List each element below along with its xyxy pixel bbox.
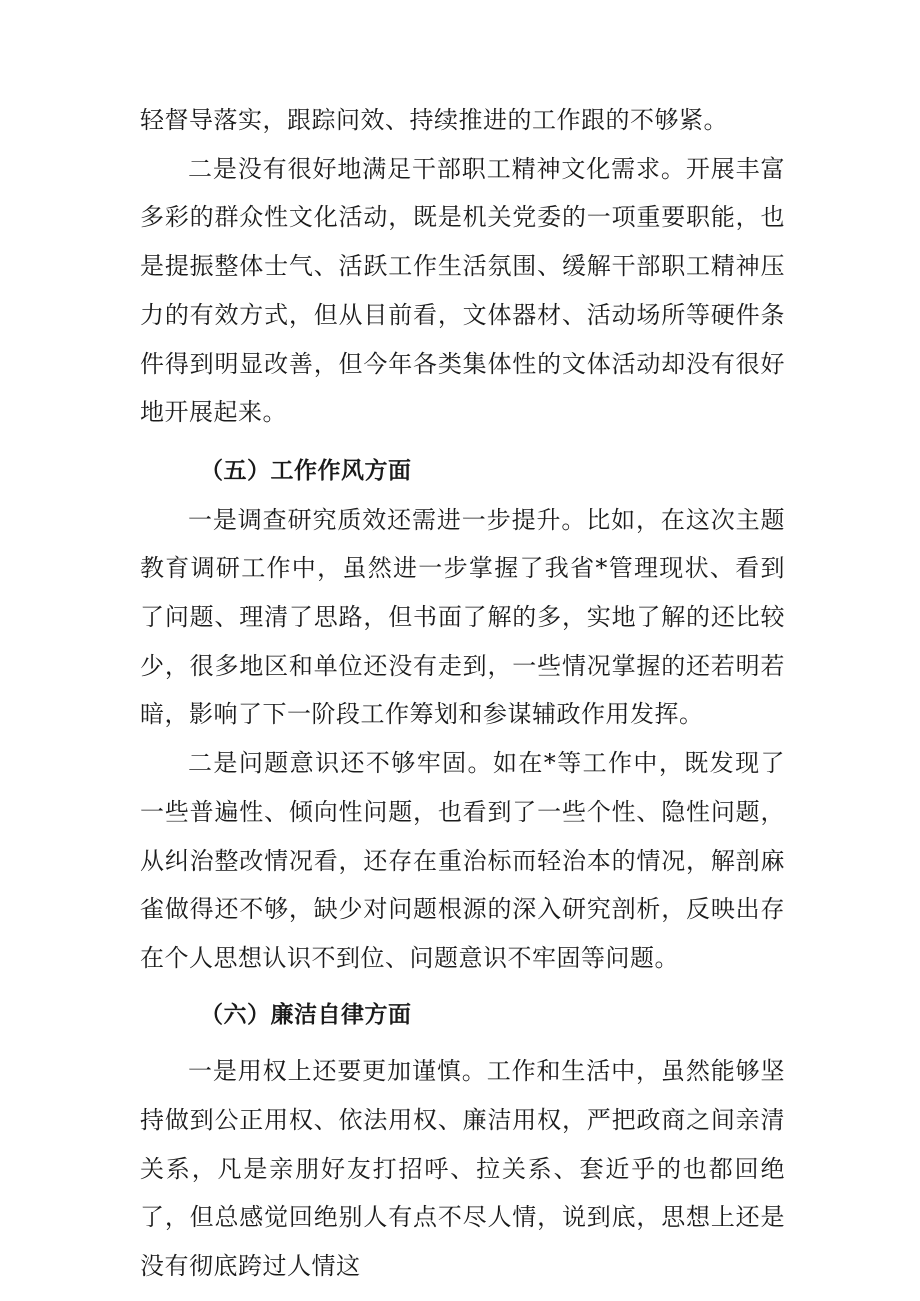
section-heading-work-style: （五）工作作风方面 (200, 457, 412, 484)
paragraph-power-use: 一是用权上还要更加谨慎。工作和生活中，虽然能够坚持做到公正用权、依法用权、廉洁用权，严把政商之间亲清关系，凡是亲朋好友打招呼、拉关系、套近乎的也都回绝了，但总感觉回绝别人有点不尽人情，说到底，思想上还是没有彻底跨过人情这 (140, 1057, 785, 1281)
paragraph-research-quality: 一是调查研究质效还需进一步提升。比如，在这次主题教育调研工作中，虽然进一步掌握了我省*管理现状、看到了问题、理清了思路，但书面了解的多，实地了解的还比较少，很多地区和单位还没有走到，一些情况掌握的还若明若暗，影响了下一阶段工作筹划和参谋辅政作用发挥。 (140, 505, 785, 729)
paragraph-continuation: 轻督导落实，跟踪问效、持续推进的工作跟的不够紧。 (140, 106, 728, 134)
section-heading-integrity: （六）廉洁自律方面 (200, 1001, 412, 1028)
paragraph-cultural-needs: 二是没有很好地满足干部职工精神文化需求。开展丰富多彩的群众性文化活动，既是机关党委的一项重要职能，也是提振整体士气、活跃工作生活氛围、缓解干部职工精神压力的有效方式，但从目前看，文体器材、活动场所等硬件条件得到明显改善，但今年各类集体性的文体活动却没有很好地开展起来。 (140, 154, 785, 427)
document-body (140, 96, 785, 1291)
paragraph-problem-awareness: 二是问题意识还不够牢固。如在*等工作中，既发现了一些普遍性、倾向性问题，也看到了一些个性、隐性问题，从纠治整改情况看，还存在重治标而轻治本的情况，解剖麻雀做得还不够，缺少对问题根源的深入研究剖析，反映出存在个人思想认识不到位、问题意识不牢固等问题。 (140, 749, 785, 972)
